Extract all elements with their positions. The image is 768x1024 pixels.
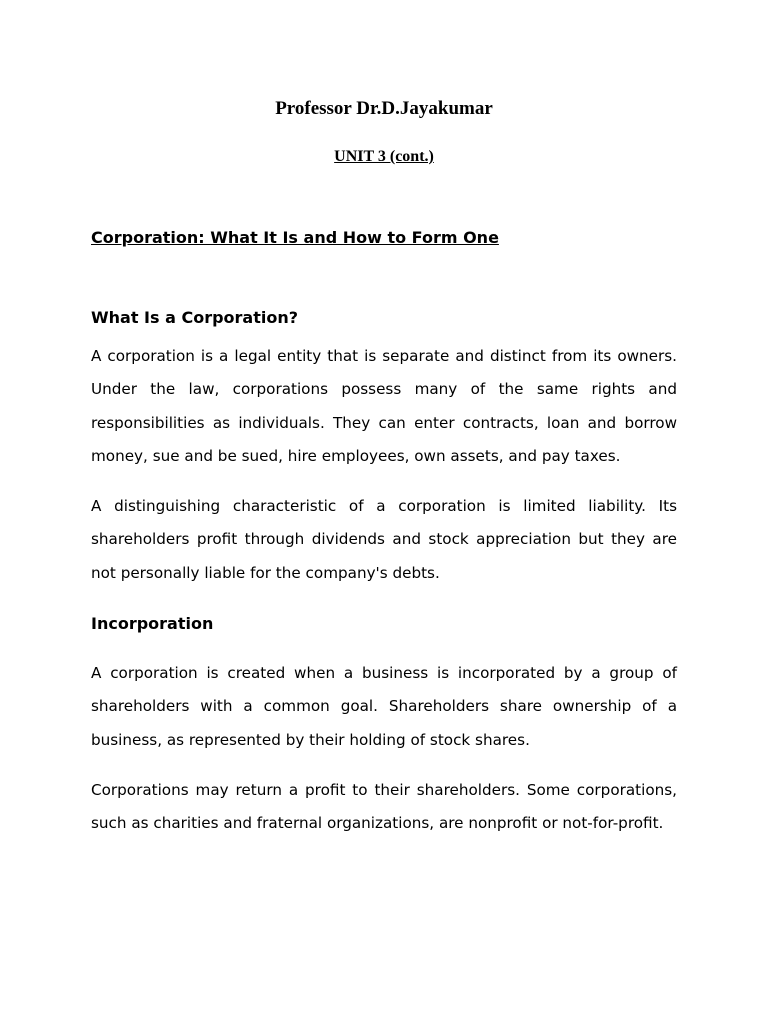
paragraph-profit-nonprofit: Corporations may return a profit to their shareholders. Some corporations, such as charities and fraternal organizations, are nonprofit or not-for-profit.: [91, 781, 677, 833]
paragraph-limited-liability: A distinguishing characteristic of a corporation is limited liability. Its shareholders profit through dividends and stock appreciation but they are not personally liable for the company's debts.: [91, 497, 677, 582]
paragraph-incorporation: A corporation is created when a business is incorporated by a group of shareholders with a common goal. Shareholders share ownership of a business, as represented by their holding of stock shares.: [91, 664, 677, 749]
paragraph-corporation-definition: A corporation is a legal entity that is separate and distinct from its owners. Under the law, corporations possess many of the same rights and responsibilities as individuals. They can enter contracts, loan and borrow money, sue and be sued, hire employees, own assets, and pay taxes.: [91, 347, 677, 465]
unit-label: UNIT 3 (cont.): [334, 148, 434, 165]
section-heading-incorporation: Incorporation: [91, 614, 214, 633]
document-title: Corporation: What It Is and How to Form One: [91, 228, 499, 247]
author-name: Professor Dr.D.Jayakumar: [275, 98, 493, 119]
section-heading-what-is-corporation: What Is a Corporation?: [91, 308, 299, 327]
